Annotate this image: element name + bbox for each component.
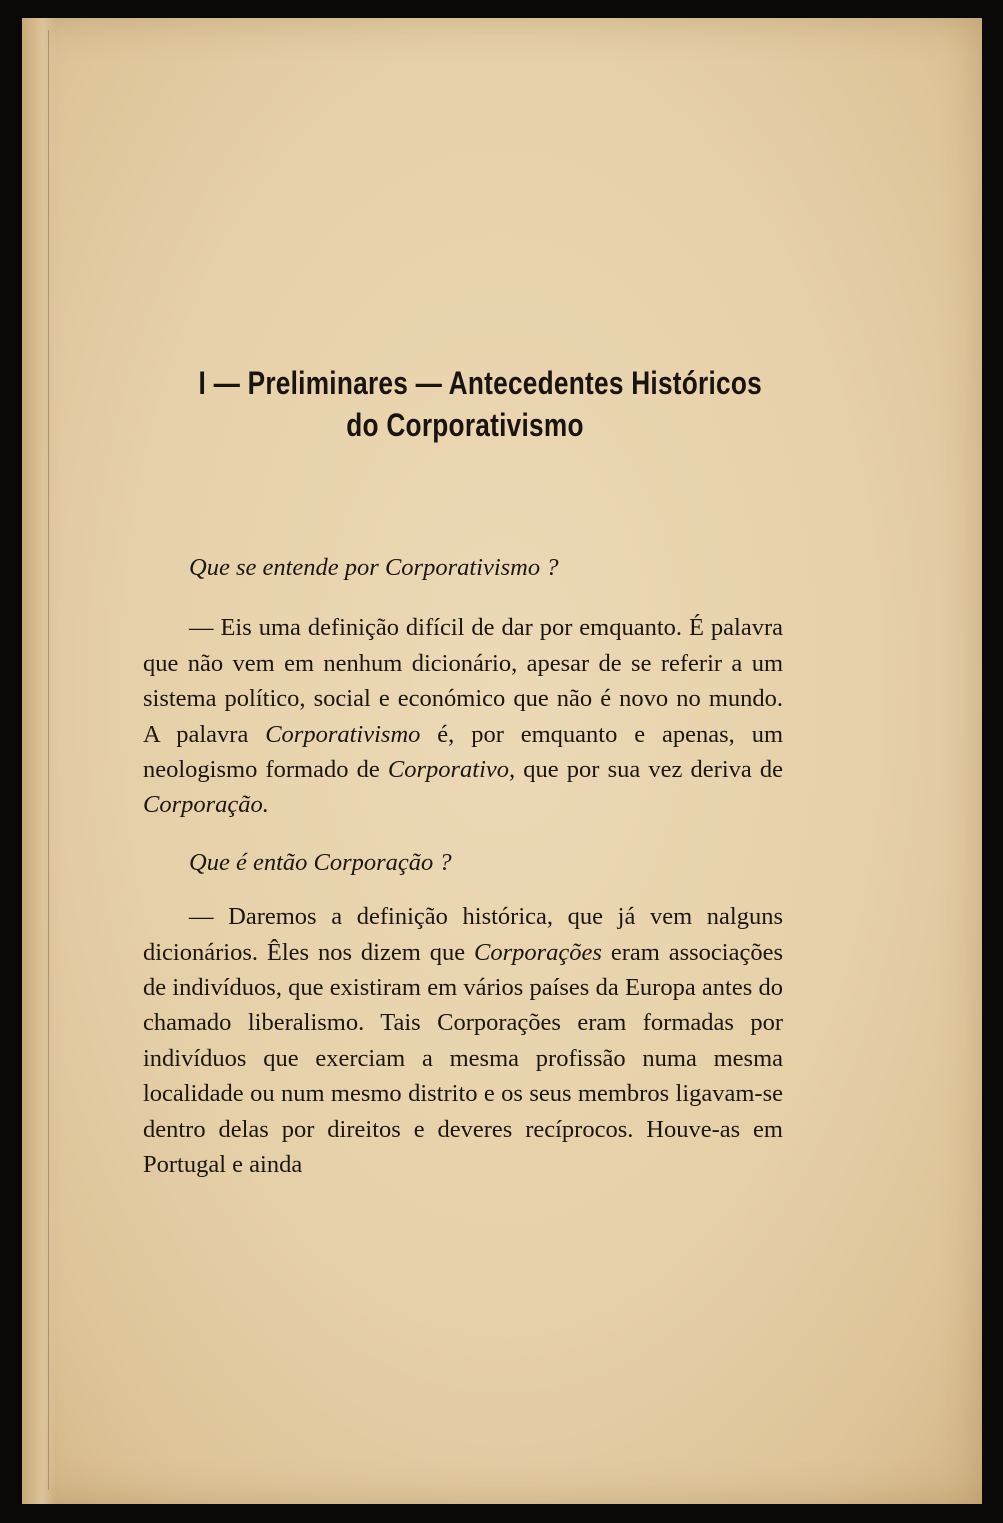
paragraph-1-text-mid-2: que por sua vez deriva de bbox=[515, 756, 784, 784]
paragraph-2-text-rest: eram associações de indivíduos, que existiram em vários países da Europa antes do chamado liberalismo. Tais Corporações eram formadas por indivíduos que exerciam a mesma profissão numa mesma localidade ou num mesmo distrito e os seus membros ligavam-se dentro delas por direitos e deveres recíprocos. Houve-as em Portugal e ainda bbox=[143, 938, 783, 1179]
paragraph-2 bbox=[143, 899, 783, 1182]
paragraph-1 bbox=[143, 610, 783, 822]
page-binding-edge bbox=[48, 30, 49, 1490]
page-gutter-shadow bbox=[22, 18, 56, 1504]
paragraph-1-text-mid-1: é, por emquanto e apenas, um neologismo formado de bbox=[143, 720, 783, 784]
chapter-title-line-1: I — Preliminares — Antecedentes Históricos bbox=[198, 365, 763, 401]
paragraph-1-term-corporacao: Corporação. bbox=[143, 791, 269, 819]
paragraph-1-term-corporativismo: Corporativismo bbox=[265, 720, 421, 748]
paragraph-1-text-start: — Eis uma definição difícil de dar por emquanto. É palavra que não vem em nenhum dicionário, apesar de se referir a um sistema político, social e económico que não é novo no mundo. A palavra bbox=[143, 614, 783, 748]
paragraph-2-term-corporacoes: Corporações bbox=[473, 938, 602, 966]
question-heading-1: Que se entende por Corporativismo ? bbox=[189, 554, 559, 581]
body-text bbox=[143, 550, 783, 1183]
chapter-title-line-2: do Corporativismo bbox=[346, 407, 584, 443]
paragraph-1-term-corporativo: Corporativo, bbox=[387, 756, 516, 784]
paragraph-2-text-start: — Daremos a definição histórica, que já vem nalguns dicionários. Êles nos dizem que bbox=[143, 903, 783, 966]
chapter-title bbox=[198, 362, 763, 446]
question-heading-2: Que é então Corporação ? bbox=[189, 848, 452, 876]
